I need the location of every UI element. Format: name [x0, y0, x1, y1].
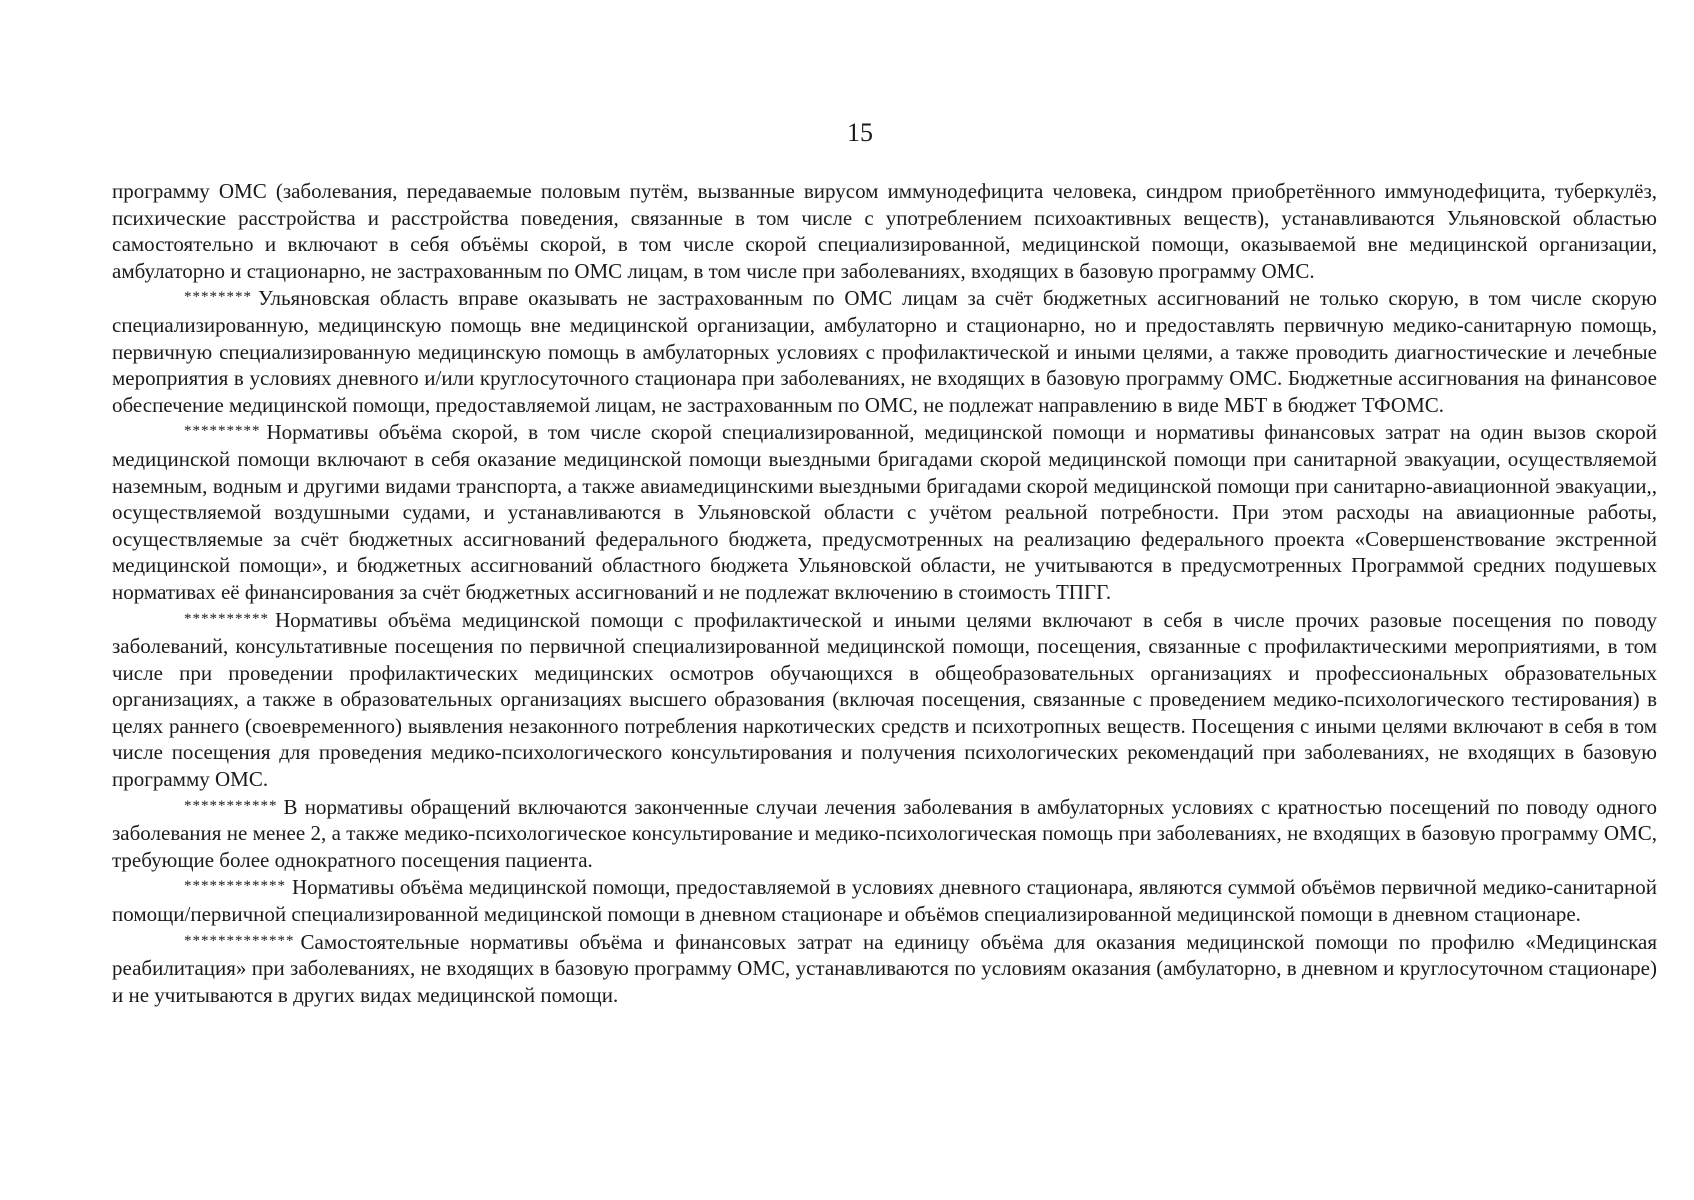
footnote-paragraph — [112, 873, 1657, 927]
footnote-paragraph — [112, 928, 1657, 1009]
paragraph-text: Нормативы объёма медицинской помощи, предоставляемой в условиях дневного стационара, являются суммой объёмов первичной медико-санитарной помощи/первичной специализированной медицинской помощи в дневном стационаре и объёмов специализированной медицинской помощи в дневном стационаре. — [112, 875, 1657, 927]
paragraph-text: В нормативы обращений включаются законченные случаи лечения заболевания в амбулаторных условиях с кратностью посещений по поводу одного заболевания не менее 2, а также медико-психологическое консультирование и медико-психологическая помощь при заболеваниях, не входящих в базовую программу ОМС, требующие более однократного посещения пациента. — [112, 794, 1657, 872]
footnote-marker: ********* — [184, 423, 261, 440]
paragraph-text: Самостоятельные нормативы объёма и финансовых затрат на единицу объёма для оказания медицинской помощи по профилю «Медицинская реабилитация» при заболеваниях, не входящих в базовую программу ОМС, устанавливаются по условиям оказания (амбулаторно, в дневном и круглосуточном стационаре) и не учитываются в других видах медицинской помощи. — [112, 929, 1657, 1007]
footnote-paragraph — [112, 793, 1657, 874]
document-body — [112, 178, 1657, 1008]
footnote-paragraph — [112, 284, 1657, 418]
footnote-marker: ************* — [184, 932, 295, 949]
paragraph-text: Нормативы объёма медицинской помощи с профилактической и иными целями включают в себя в числе прочих разовые посещения по поводу заболеваний, консультативные посещения по первичной специализированной медицинской помощи, посещения, связанные с профилактическими мероприятиями, в том числе при проведении профилактических медицинских осмотров обучающихся в общеобразовательных организациях и профессиональных образовательных организациях, а также в образовательных организациях высшего образования (включая посещения, связанные с проведением медико-психологического тестирования) в целях раннего (своевременного) выявления незаконного потребления наркотических средств и психотропных веществ. Посещения с иными целями включают в себя в том числе посещения для проведения медико-психологического консультирования и получения психологических рекомендаций при заболеваниях, не входящих в базовую программу ОМС. — [112, 607, 1657, 792]
footnote-marker: ************ — [184, 878, 286, 895]
paragraph-text: Нормативы объёма скорой, в том числе скорой специализированной, медицинской помощи и нормативы финансовых затрат на один вызов скорой медицинской помощи включают в себя оказание медицинской помощи выездными бригадами скорой медицинской помощи при санитарной эвакуации, осуществляемой наземным, водным и другими видами транспорта, а также авиамедицинскими выездными бригадами скорой медицинской помощи при санитарно-авиационной эвакуации,, осуществляемой воздушными судами, и устанавливаются в Ульяновской области с учётом реальной потребности. При этом расходы на авиационные работы, осуществляемые за счёт бюджетных ассигнований федерального бюджета, предусмотренных на реализацию федерального проекта «Совершенствование экстренной медицинской помощи», и бюджетных ассигнований областного бюджета Ульяновской области, не учитываются в предусмотренных Программой средних подушевых нормативах её финансирования за счёт бюджетных ассигнований и не подлежат включению в стоимость ТПГГ. — [112, 420, 1657, 604]
footnote-marker: ********** — [184, 610, 269, 627]
footnote-paragraph — [112, 418, 1657, 605]
paragraph-text: Ульяновская область вправе оказывать не застрахованным по ОМС лицам за счёт бюджетных ассигнований не только скорую, в том числе скорую специализированную, медицинскую помощь вне медицинской организации, амбулаторно и стационарно, но и предоставлять первичную медико-санитарную помощь, первичную специализированную медицинскую помощь в амбулаторных условиях с профилактической и иными целями, а также проводить диагностические и лечебные мероприятия в условиях дневного и/или круглосуточного стационара при заболеваниях, не входящих в базовую программу ОМС. Бюджетные ассигнования на финансовое обеспечение медицинской помощи, предоставляемой лицам, не застрахованным по ОМС, не подлежат направлению в виде МБТ в бюджет ТФОМС. — [112, 286, 1657, 417]
paragraph-continuation — [112, 178, 1657, 284]
footnote-paragraph — [112, 606, 1657, 793]
footnote-marker: ******** — [184, 289, 252, 306]
paragraph-text: программу ОМС (заболевания, передаваемые половым путём, вызванные вирусом иммунодефицита человека, синдром приобретённого иммунодефицита, туберкулёз, психические расстройства и расстройства поведения, связанные в том числе с употреблением психоактивных веществ), устанавливаются Ульяновской областью самостоятельно и включают в себя объёмы скорой, в том числе скорой специализированной, медицинской помощи, оказываемой вне медицинской организации, амбулаторно и стационарно, не застрахованным по ОМС лицам, в том числе при заболеваниях, входящих в базовую программу ОМС. — [112, 179, 1657, 283]
page-number: 15 — [847, 118, 873, 147]
footnote-marker: *********** — [184, 797, 278, 814]
